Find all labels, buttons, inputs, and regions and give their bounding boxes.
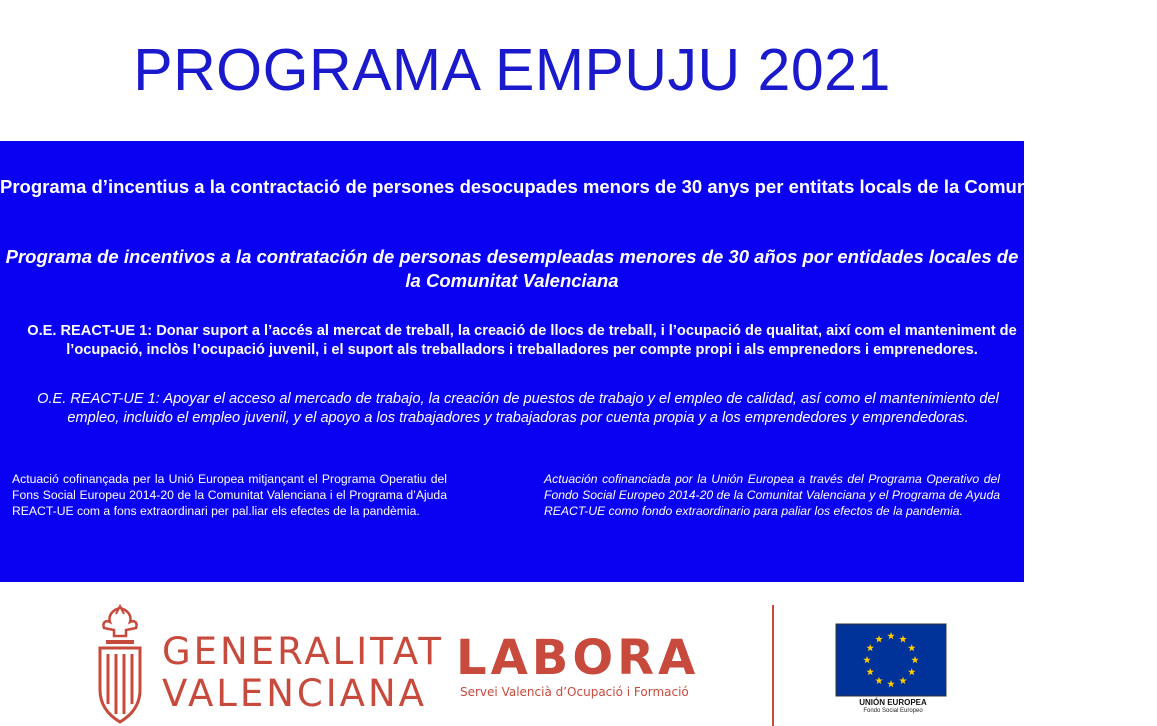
generalitat-line1: GENERALITAT xyxy=(162,630,444,673)
eu-caption: UNIÓN EUROPEA xyxy=(859,698,927,707)
cofinancing-note-catalan: Actuació cofinançada per la Unió Europea mitjançant el Programa Operatiu del Fons Social Europeu 2014-20 de la Comunitat Valenciana i el Programa d’Ajuda REACT-UE com a fons extraordinari per pal.liar els efectes de la pandèmia. xyxy=(12,472,447,518)
labora-logo: LABORA xyxy=(456,630,700,686)
program-title-spanish: Programa de incentivos a la contratación de personas desempleadas menores de 30 años por entidades locales de la Comunitat Valenciana xyxy=(5,246,1019,291)
generalitat-crest-icon xyxy=(92,604,148,726)
generalitat-logo xyxy=(162,631,444,715)
objective-catalan: O.E. REACT-UE 1: Donar suport a l’accés al mercat de treball, la creació de llocs de treball, i l’ocupació de qualitat, així com el manteniment de l’ocupació, inclòs l’ocupació juvenil, i el suport als treballadors i treballadores per compte propi i als emprenedors i emprenedores. xyxy=(27,323,1017,358)
labora-subtitle: Servei Valencià d’Ocupació i Formació xyxy=(460,685,689,699)
generalitat-line2: VALENCIANA xyxy=(162,672,427,715)
cofinancing-note-spanish: Actuación cofinanciada por la Unión Europea a través del Programa Operativo del Fondo Social Europeo 2014-20 de la Comunitat Valenciana y el Programa de Ayuda REACT-UE como fondo extraordinario para paliar los efectos de la pandemia. xyxy=(544,472,1000,518)
eu-flag-icon xyxy=(836,624,946,696)
page-title: PROGRAMA EMPUJU 2021 xyxy=(133,37,891,103)
eu-subcaption: Fondo Social Europeo xyxy=(863,708,923,714)
objective-spanish: O.E. REACT-UE 1: Apoyar el acceso al mercado de trabajo, la creación de puestos de trabajo y el empleo de calidad, así como el mantenimiento del empleo, incluido el empleo juvenil, y el apoyo a los trabajadores y trabajadoras por cuenta propia y a los emprendedores y emprendedoras. xyxy=(37,391,999,426)
logo-divider xyxy=(772,605,774,726)
info-panel xyxy=(0,141,1157,582)
logo-strip xyxy=(0,596,1024,726)
program-title-catalan: Programa d’incentius a la contractació de persones desocupades menors de 30 anys per entitats locals de la Comunitat Valenciana xyxy=(0,176,1157,197)
